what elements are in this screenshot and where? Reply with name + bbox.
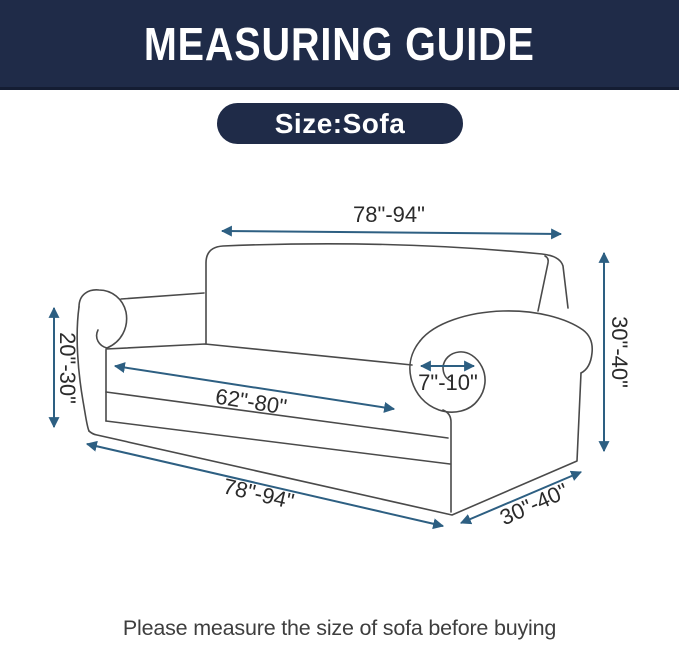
- label-overall-height: 30"-40": [607, 316, 632, 388]
- sofa-right-arm-roll-top: [420, 311, 592, 373]
- sofa-backrest: [206, 244, 568, 344]
- sofa-backrest-side-edge: [538, 256, 548, 311]
- sofa-left-arm-curl: [97, 330, 107, 348]
- label-depth: 30"-40": [496, 478, 572, 531]
- sofa-left-arm-roll: [79, 290, 127, 348]
- dimension-labels: [55, 202, 632, 530]
- label-front-width: 78"-94": [220, 473, 297, 514]
- label-seat-width: 62"-80": [213, 383, 289, 420]
- sofa-left-arm-top-edge: [121, 293, 204, 299]
- page-title: MEASURING GUIDE: [144, 17, 535, 70]
- arrow-back-width: [222, 231, 561, 234]
- sofa-outline-drawing: [77, 244, 592, 515]
- sofa-deck-line: [106, 421, 450, 464]
- label-arm-width: 7"-10": [418, 370, 478, 395]
- label-back-width: 78"-94": [353, 202, 425, 227]
- sofa-base: [89, 373, 581, 515]
- dimension-arrows: [54, 231, 604, 526]
- sofa-seat-back-junction: [106, 344, 412, 365]
- label-arm-height: 20"-30": [55, 332, 80, 404]
- sofa-right-arm-front-leg: [443, 410, 451, 512]
- footer-note: Please measure the size of sofa before buying: [122, 616, 557, 640]
- size-badge-label: Size:Sofa: [274, 107, 406, 139]
